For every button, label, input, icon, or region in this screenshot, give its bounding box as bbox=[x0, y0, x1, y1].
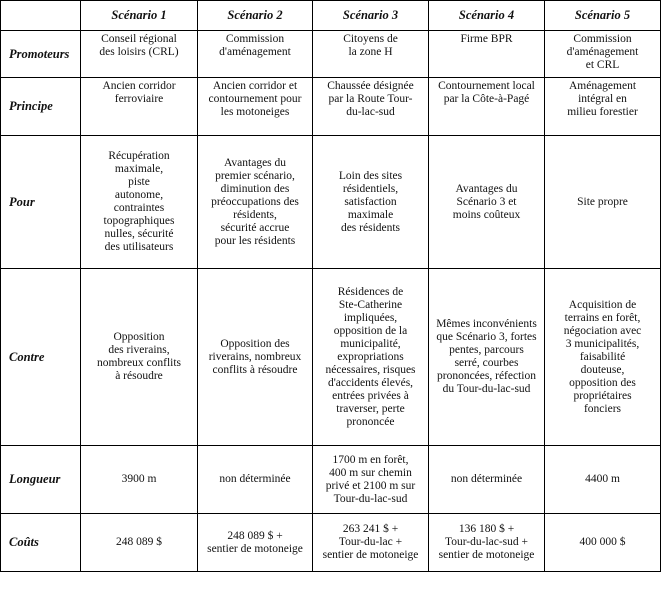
cell-text-line: résidentiels, bbox=[342, 182, 399, 195]
cell-text-line: des riverains, bbox=[108, 344, 170, 356]
cell-text-line: prononcées, réfection bbox=[437, 370, 536, 382]
cell-text-line: 4400 m bbox=[585, 473, 620, 485]
cell-text-line: 248 089 $ bbox=[116, 536, 162, 548]
cell-text-line: Scénario 3 et bbox=[456, 195, 517, 208]
cell-text-line: Conseil régional bbox=[101, 33, 177, 45]
table-cell bbox=[313, 446, 429, 514]
cell-text-line: d'aménagement bbox=[566, 46, 639, 58]
table-cell bbox=[198, 514, 313, 572]
cell-text-line: sécurité accrue bbox=[220, 221, 290, 234]
cell-text-line: 3900 m bbox=[121, 473, 157, 485]
cell-text-line: Opposition des bbox=[220, 337, 290, 350]
cell-text-line: maximale bbox=[347, 208, 394, 221]
cell-text-line: non déterminée bbox=[450, 473, 523, 485]
table-cell bbox=[81, 446, 198, 514]
table-cell bbox=[313, 514, 429, 572]
table-cell bbox=[545, 31, 661, 78]
cell-text-line: faisabilité bbox=[579, 350, 626, 363]
cell-text-line: Tour-du-lac + bbox=[338, 536, 403, 548]
cell-text-line: fonciers bbox=[583, 402, 622, 415]
table-cell bbox=[198, 78, 313, 136]
cell-text-line: 136 180 $ + bbox=[458, 523, 515, 535]
cell-text-line: que Scénario 3, fortes bbox=[436, 331, 537, 343]
table-cell bbox=[429, 514, 545, 572]
table-cell bbox=[429, 78, 545, 136]
cell-text-line: piste bbox=[128, 176, 150, 188]
cell-text-line: Chaussée désignée bbox=[327, 80, 414, 92]
cell-text-line: par la Route Tour- bbox=[328, 93, 413, 105]
cell-text-line: Citoyens de bbox=[343, 33, 398, 45]
cell-text-line: des loisirs (CRL) bbox=[99, 46, 179, 58]
cell-text-line: douteuse, bbox=[580, 363, 625, 376]
cell-text-line: terrains en forêt, bbox=[564, 311, 641, 324]
cell-text-line: contraintes bbox=[113, 202, 165, 214]
cell-text-line: d'accidents élevés, bbox=[327, 376, 414, 389]
cell-text-line: à résoudre bbox=[115, 370, 163, 382]
cell-text-line: nécessaires, risques bbox=[325, 363, 416, 376]
cell-text-line: Loin des sites bbox=[338, 169, 403, 182]
table-cell bbox=[81, 269, 198, 446]
cell-text-line: moins coûteux bbox=[452, 208, 521, 221]
cell-text-line: sentier de motoneige bbox=[207, 542, 303, 555]
cell-text-line: autonome, bbox=[114, 189, 164, 201]
cell-text-line: Tour-du-lac-sud bbox=[333, 492, 408, 505]
cell-text-line: prononcée bbox=[346, 415, 395, 428]
column-header-scenario-1: Scénario 1 bbox=[81, 1, 198, 31]
cell-text-line: Récupération bbox=[108, 150, 170, 162]
corner-cell bbox=[1, 1, 81, 31]
cell-text-line: pour les résidents bbox=[214, 234, 296, 247]
cell-text-line: des résidents bbox=[340, 221, 401, 234]
cell-text-line: Mêmes inconvénients bbox=[436, 318, 537, 330]
column-header-scenario-2: Scénario 2 bbox=[198, 1, 313, 31]
cell-text-line: Site propre bbox=[577, 195, 628, 208]
table-cell bbox=[81, 78, 198, 136]
cell-text-line: privé et 2100 m sur bbox=[325, 479, 416, 492]
table-cell bbox=[81, 514, 198, 572]
cell-text-line: serré, courbes bbox=[454, 357, 519, 369]
cell-text-line: ferroviaire bbox=[114, 93, 164, 105]
cell-text-line: propriétaires bbox=[573, 389, 632, 402]
cell-text-line: traverser, perte bbox=[336, 402, 405, 415]
table-cell bbox=[198, 269, 313, 446]
header-row bbox=[1, 1, 661, 31]
table-cell bbox=[313, 269, 429, 446]
cell-text-line: maximale, bbox=[114, 163, 164, 175]
cell-text-line: 248 089 $ + bbox=[227, 529, 283, 542]
cell-text-line: du Tour-du-lac-sud bbox=[442, 383, 531, 395]
cell-text-line: opposition des bbox=[569, 376, 636, 389]
cell-text-line: 263 241 $ + bbox=[342, 523, 399, 535]
cell-text-line: Ancien corridor et bbox=[212, 80, 298, 92]
cell-text-line: 400 m sur chemin bbox=[329, 466, 412, 479]
cell-text-line: nulles, sécurité bbox=[104, 228, 174, 240]
cell-text-line: Tour-du-lac-sud + bbox=[444, 536, 529, 548]
table-cell bbox=[198, 446, 313, 514]
cell-text-line: Avantages du bbox=[455, 182, 518, 195]
column-header-scenario-3: Scénario 3 bbox=[313, 1, 429, 31]
table-cell bbox=[198, 31, 313, 78]
row-header: Pour bbox=[1, 136, 81, 269]
cell-text-line: Ste-Catherine bbox=[338, 298, 403, 311]
cell-text-line: par la Côte-à-Pagé bbox=[443, 93, 530, 105]
cell-text-line: pentes, parcours bbox=[449, 344, 524, 356]
table-cell bbox=[545, 514, 661, 572]
table-row-longueur bbox=[1, 446, 661, 514]
table-body bbox=[1, 31, 661, 572]
cell-text-line: conflits à résoudre bbox=[212, 363, 298, 376]
table-cell bbox=[313, 31, 429, 78]
cell-text-line: Aménagement bbox=[568, 80, 637, 92]
cell-text-line: résidents, bbox=[233, 208, 277, 221]
table-cell bbox=[429, 269, 545, 446]
table-row-principe bbox=[1, 78, 661, 136]
table-cell bbox=[429, 136, 545, 269]
cell-text-line: Commission bbox=[573, 33, 632, 45]
cell-text-line: 1700 m en forêt, bbox=[332, 453, 409, 466]
cell-text-line: nombreux conflits bbox=[97, 357, 181, 369]
cell-text-line: 3 municipalités, bbox=[565, 337, 640, 350]
row-header: Principe bbox=[1, 78, 81, 136]
cell-text-line: Ancien corridor bbox=[102, 80, 176, 92]
table-cell bbox=[313, 78, 429, 136]
table-row-pour bbox=[1, 136, 661, 269]
table-cell bbox=[81, 31, 198, 78]
column-header-scenario-5: Scénario 5 bbox=[545, 1, 661, 31]
table-cell bbox=[198, 136, 313, 269]
cell-text-line: milieu forestier bbox=[567, 106, 638, 118]
cell-text-line: contournement pour bbox=[208, 93, 302, 105]
cell-text-line: riverains, nombreux bbox=[208, 350, 302, 363]
cell-text-line: les motoneiges bbox=[220, 106, 290, 118]
table-row-contre bbox=[1, 269, 661, 446]
table-cell bbox=[545, 446, 661, 514]
cell-text-line: préoccupations des bbox=[211, 195, 299, 208]
cell-text-line: négociation avec bbox=[563, 324, 642, 337]
table-cell bbox=[429, 31, 545, 78]
row-header: Contre bbox=[1, 269, 81, 446]
cell-text-line: impliquées, bbox=[343, 311, 398, 324]
cell-text-line: 400 000 $ bbox=[579, 536, 626, 548]
table-cell bbox=[545, 78, 661, 136]
cell-text-line: satisfaction bbox=[344, 195, 397, 208]
cell-text-line: intégral en bbox=[578, 93, 627, 105]
cell-text-line: Résidences de bbox=[337, 285, 404, 298]
cell-text-line: Acquisition de bbox=[568, 298, 637, 311]
cell-text-line: non déterminée bbox=[219, 473, 291, 485]
row-header: Longueur bbox=[1, 446, 81, 514]
cell-text-line: sentier de motoneige bbox=[438, 549, 535, 561]
table-cell bbox=[545, 136, 661, 269]
table-row-promoteurs bbox=[1, 31, 661, 78]
cell-text-line: des utilisateurs bbox=[104, 241, 174, 253]
cell-text-line: diminution des bbox=[220, 182, 290, 195]
table-cell bbox=[81, 136, 198, 269]
column-header-scenario-4: Scénario 4 bbox=[429, 1, 545, 31]
cell-text-line: la zone H bbox=[348, 46, 393, 58]
cell-text-line: entrées privées à bbox=[332, 389, 409, 402]
cell-text-line: et CRL bbox=[585, 59, 620, 71]
cell-text-line: Avantages du bbox=[223, 156, 287, 169]
table-cell bbox=[313, 136, 429, 269]
cell-text-line: topographiques bbox=[103, 215, 175, 227]
cell-text-line: sentier de motoneige bbox=[322, 549, 419, 561]
table-cell bbox=[545, 269, 661, 446]
cell-text-line: premier scénario, bbox=[215, 169, 295, 182]
cell-text-line: expropriations bbox=[337, 350, 404, 363]
table-cell bbox=[429, 446, 545, 514]
row-header: Promoteurs bbox=[1, 31, 81, 78]
cell-text-line: opposition de la bbox=[333, 324, 408, 337]
cell-text-line: Commission bbox=[225, 33, 285, 45]
cell-text-line: municipalité, bbox=[340, 337, 401, 350]
row-header: Coûts bbox=[1, 514, 81, 572]
cell-text-line: Contournement local bbox=[438, 80, 535, 92]
cell-text-line: du-lac-sud bbox=[346, 106, 395, 118]
cell-text-line: d'aménagement bbox=[219, 46, 291, 58]
cell-text-line: Firme BPR bbox=[460, 33, 513, 45]
cell-text-line: Opposition bbox=[113, 331, 165, 343]
table-row-co-ts bbox=[1, 514, 661, 572]
